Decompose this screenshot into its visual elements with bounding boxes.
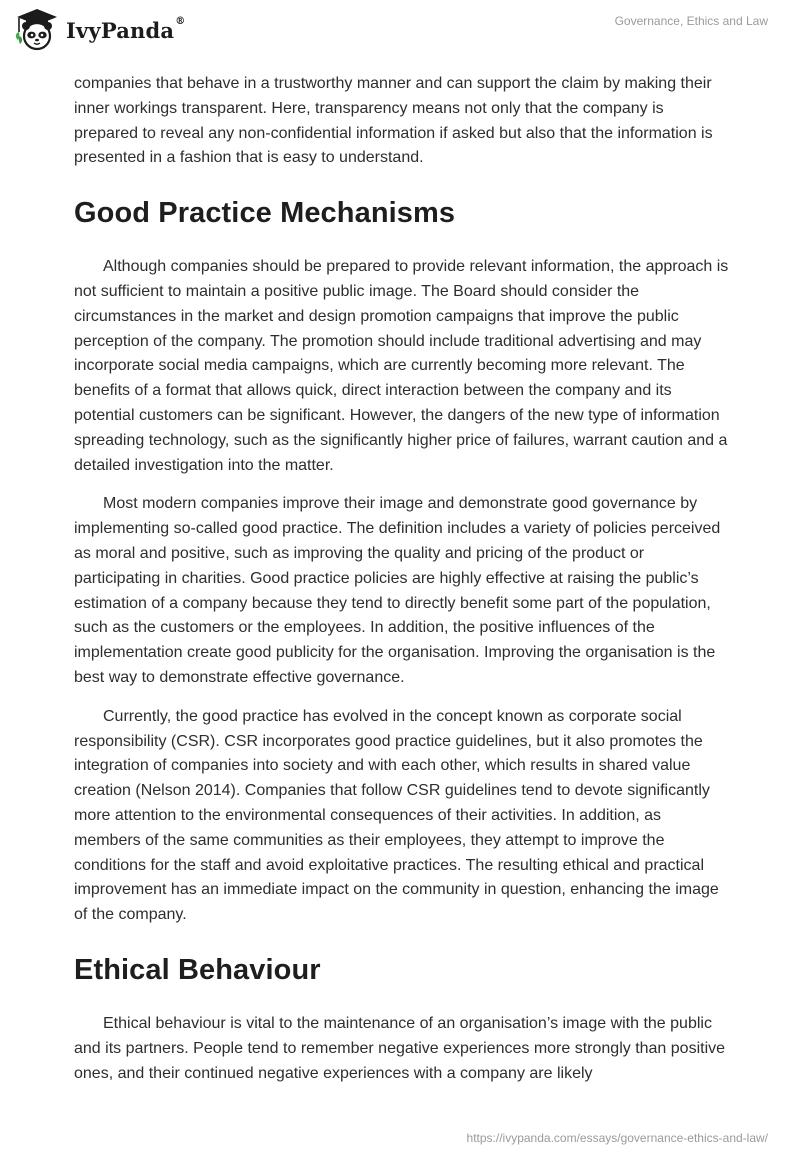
paragraph: Currently, the good practice has evolved in the concept known as corporate social responsibility (CSR). CSR incorporates good practice guidelines, but it also promotes the integration of companies into society and with each other, which results in shared value creation (Nelson 2014). Companies that follow CSR guidelines tend to devote significantly more attention to the environmental consequences of their activities. In addition, as members of the same communities as their employees, they attempt to improve the conditions for the staff and avoid exploitative practices. The resulting ethical and practical improvement has an immediate impact on the community in question, enhancing the image of the company. [74,707,719,924]
ivypanda-logo[interactable] [14,6,185,52]
logo-wordmark: IvyPanda® [66,15,186,43]
paragraph: Ethical behaviour is vital to the maintenance of an organisation’s image with the public and its partners. People tend to remember negative experiences more strongly than positive ones, and their continued negative experiences with a company are likely [74,1014,726,1082]
page-header [0,0,800,70]
paragraph: Although companies should be prepared to provide relevant information, the approach is not sufficient to maintain a positive public image. The Board should consider the circumstances in the market and design promotion campaigns that improve the public perception of the company. The promotion should include traditional advertising and may incorporate social media campaigns, which are currently becoming more relevant. The benefits of a format that allows quick, direct interaction between the company and its potential customers can be significant. However, the dangers of the new type of information spreading technology, such as the significantly higher price of failures, warrant caution and a detailed investigation into the matter. [74,258,729,474]
intro-paragraph: companies that behave in a trustworthy manner and can support the claim by making their inner workings transparent. Here, transparency means not only that the company is prepared to reveal any non-confidential information if asked but also that the information is presented in a fashion that is easy to understand. [74,75,713,167]
paragraph: Most modern companies improve their image and demonstrate good governance by implementing so-called good practice. The definition includes a variety of policies perceived as moral and positive, such as improving the quality and pricing of the product or participating in charities. Good practice policies are highly effective at raising the public’s estimation of a company because they tend to directly benefit some part of the population, such as the customers or the employees. In addition, the positive influences of the implementation create good publicity for the organisation. Improving the organisation is the best way to demonstrate effective governance. [74,495,721,686]
source-url[interactable]: https://ivypanda.com/essays/governance-ethics-and-law/ [466,1131,768,1145]
panda-graduation-cap-icon [14,6,60,52]
heading-ethical-behaviour: Ethical Behaviour [74,953,321,986]
document-title: Governance, Ethics and Law [614,14,768,28]
essay-content [74,72,730,1086]
heading-good-practice-mechanisms: Good Practice Mechanisms [74,197,456,230]
